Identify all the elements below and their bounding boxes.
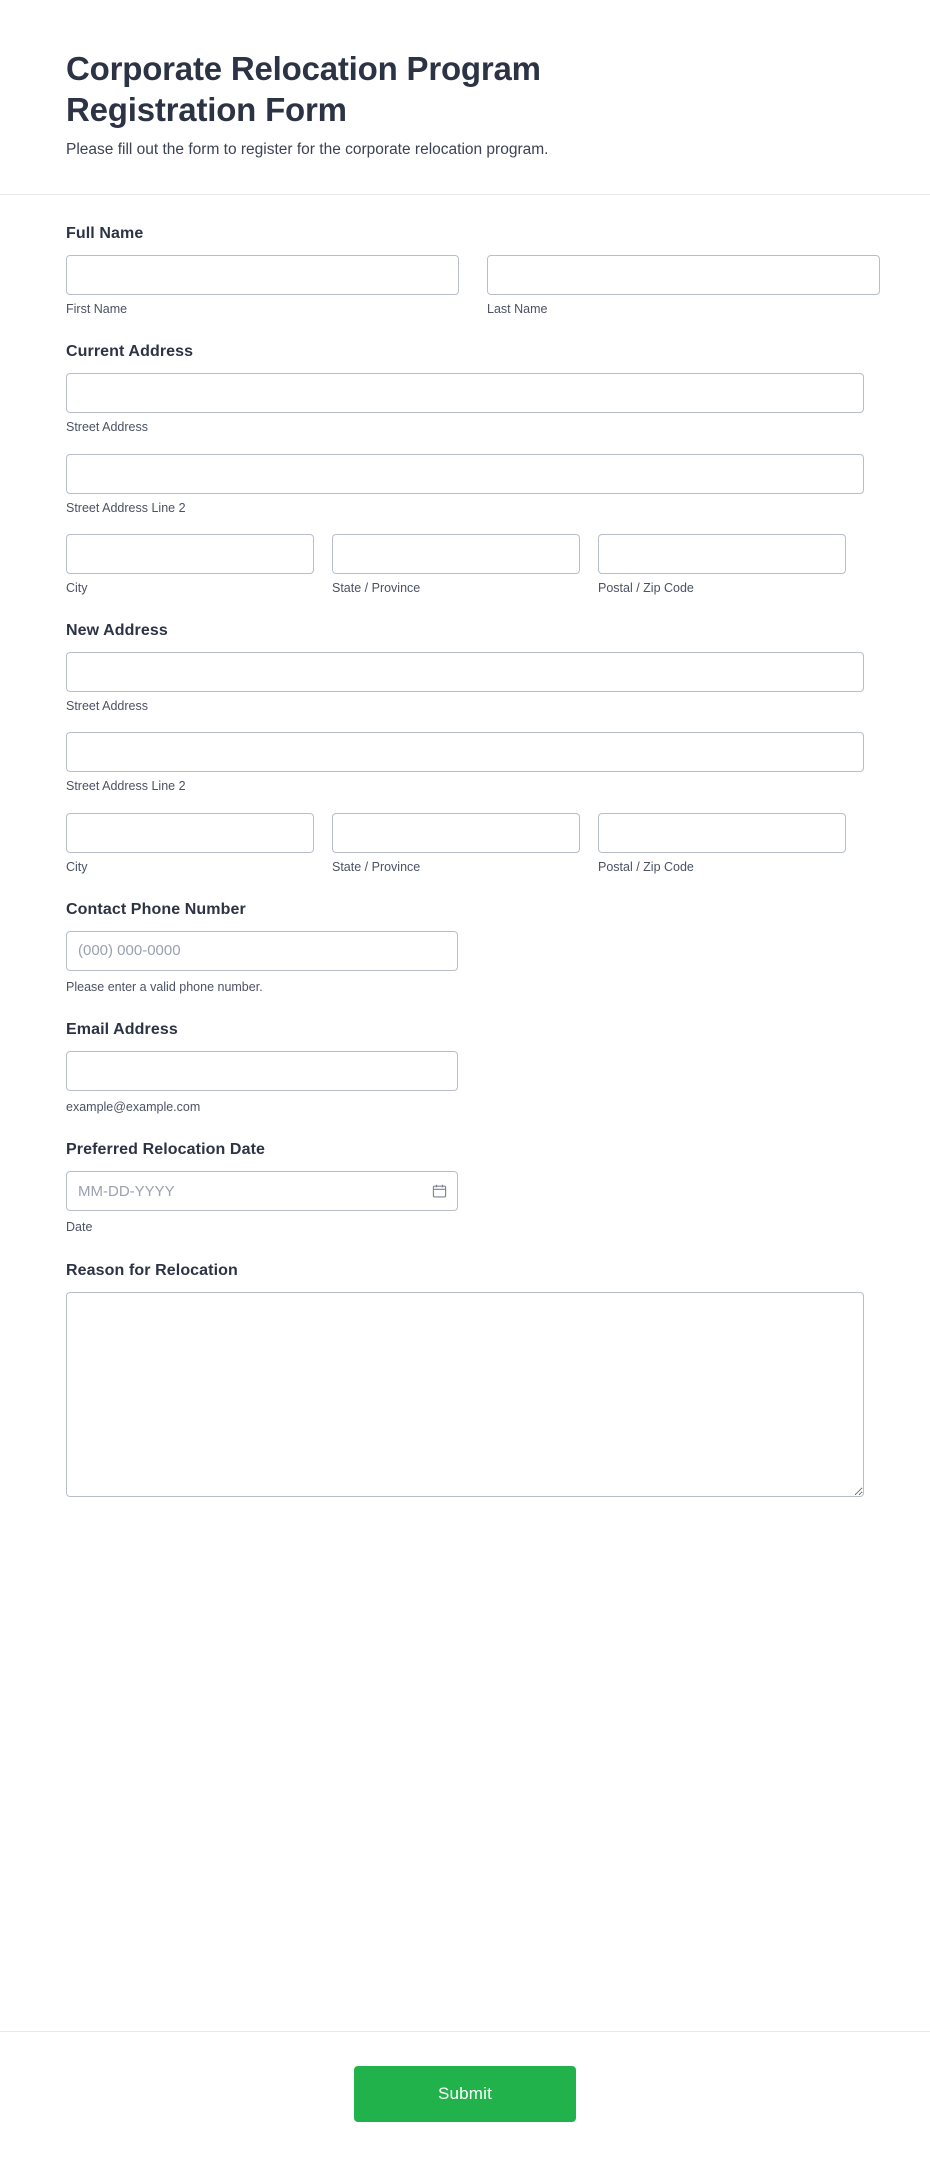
relocation-date-wrap [66,1171,458,1211]
phone-input[interactable] [66,931,458,971]
new-street2-input[interactable] [66,732,864,772]
first-name-wrap [66,255,459,317]
phone-wrap [66,931,458,995]
full-name-row [66,255,864,317]
new-city-wrap [66,813,314,875]
label-full-name: Full Name [66,225,144,243]
page-title: Corporate Relocation Program Registration Form [66,50,541,129]
current-zip-wrap [598,534,846,596]
new-state-sub-label: State / Province [332,859,421,874]
field-group-full-name [66,225,864,317]
relocation-date-hint: Date [66,1220,93,1235]
last-name-wrap [487,255,880,317]
new-street-sub-label: Street Address [66,699,148,714]
current-zip-input[interactable] [598,534,846,574]
new-zip-input[interactable] [598,813,846,853]
last-name-input[interactable] [487,255,880,295]
new-city-input[interactable] [66,813,314,853]
new-city-state-zip-row [66,813,864,875]
last-name-sub-label: Last Name [487,302,548,317]
current-city-sub-label: City [66,580,88,595]
current-street2-wrap [66,454,864,516]
new-zip-sub-label: Postal / Zip Code [598,859,694,874]
current-state-sub-label: State / Province [332,580,421,595]
new-street-input[interactable] [66,652,864,692]
current-state-input[interactable] [332,534,580,574]
new-state-input[interactable] [332,813,580,853]
label-new-address: New Address [66,622,168,640]
first-name-sub-label: First Name [66,302,128,317]
new-street2-sub-label: Street Address Line 2 [66,779,186,794]
current-street-sub-label: Street Address [66,420,148,435]
label-current-address: Current Address [66,343,194,361]
first-name-input[interactable] [66,255,459,295]
current-street-wrap [66,373,864,435]
label-relocation-date: Preferred Relocation Date [66,1141,266,1159]
field-group-current-address [66,343,864,596]
current-city-wrap [66,534,314,596]
current-zip-sub-label: Postal / Zip Code [598,580,694,595]
new-street2-wrap [66,732,864,794]
field-group-email [66,1021,864,1115]
form-footer [0,2031,930,2170]
current-street2-input[interactable] [66,454,864,494]
current-city-state-zip-row [66,534,864,596]
new-zip-wrap [598,813,846,875]
field-group-relocation-date [66,1141,864,1235]
new-street-wrap [66,652,864,714]
form-body [0,195,930,2003]
reason-textarea[interactable] [66,1292,864,1497]
submit-button[interactable]: Submit [354,2066,576,2122]
label-phone: Contact Phone Number [66,900,246,918]
current-city-input[interactable] [66,534,314,574]
current-street-input[interactable] [66,373,864,413]
current-street2-sub-label: Street Address Line 2 [66,500,186,515]
field-group-phone [66,901,864,995]
new-state-wrap [332,813,580,875]
relocation-date-input[interactable] [66,1171,458,1211]
label-reason: Reason for Relocation [66,1261,238,1279]
label-email: Email Address [66,1021,178,1039]
form-header [0,0,930,195]
email-field[interactable] [66,1051,458,1091]
field-group-reason [66,1262,864,1497]
field-group-new-address [66,622,864,875]
email-hint: example@example.com [66,1100,201,1115]
phone-hint: Please enter a valid phone number. [66,979,263,994]
email-wrap [66,1051,458,1115]
new-city-sub-label: City [66,859,88,874]
current-state-wrap [332,534,580,596]
page-subtitle: Please fill out the form to register for the corporate relocation program. [66,140,549,158]
